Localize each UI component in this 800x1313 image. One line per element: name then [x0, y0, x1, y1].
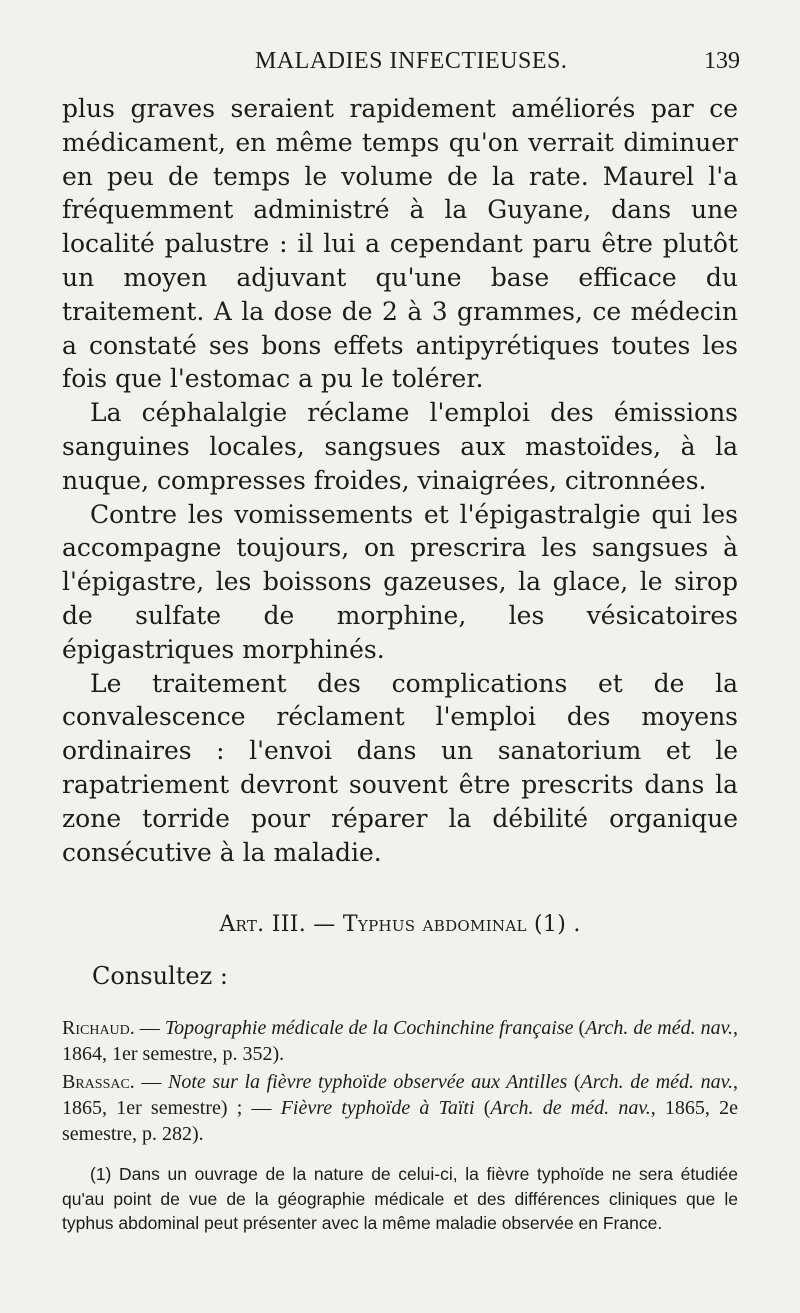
paragraph-2: La céphalalgie réclame l'emploi des émissions sanguines locales, sangsues aux mastoïdes, à la nuque, compresses froides, vinaigrées, citronnées. [62, 398, 738, 495]
section-title: Typhus abdominal [342, 912, 527, 937]
paragraph-4: Le traitement des complications et de la convalescence réclament l'emploi des moyens ordinaires : l'envoi dans un sanatorium et le rapatriement devront souvent être prescrits dans la zone torride pour réparer la débilité organique consécutive à la maladie. [62, 668, 738, 867]
body-text [62, 92, 738, 869]
reference-item [62, 1069, 738, 1147]
consultez-label: Consultez : [92, 962, 228, 990]
running-title: MALADIES INFECTIEUSES. [255, 48, 568, 74]
reference-source: Arch. de méd. nav. [580, 1071, 734, 1093]
reference-item [62, 1015, 738, 1067]
reference-sep: — [134, 1017, 165, 1039]
reference-text: , 1865, 1er semestre) ; — [62, 1071, 739, 1119]
reference-text: ( [474, 1097, 491, 1119]
section-heading [62, 912, 738, 937]
paragraph-1: plus graves seraient rapidement améliorés par ce médicament, en même temps qu'on verrait diminuer en peu de temps le volume de la rate. Maurel l'a fréquemment administré à la Guyane, dans une localité palustre : il lui a cependant paru être plutôt un moyen adjuvant qu'une base efficace du traitement. A la dose de 2 à 3 grammes, ce médecin a constaté ses bons effets antipyrétiques toutes les fois que l'estomac a pu le tolérer. [62, 94, 738, 394]
reference-title: Topographie médicale de la Cochinchine française [164, 1017, 574, 1039]
reference-title: Fièvre typhoïde à Taïti [280, 1097, 475, 1119]
paragraph-3: Contre les vomissements et l'épigastralgie qui les accompagne toujours, on prescrira les sangsues à l'épigastre, les boissons gazeuses, la glace, le sirop de sulfate de morphine, les vésicatoires épigastriques morphinés. [62, 499, 738, 664]
running-head [60, 48, 740, 82]
reference-text: , 1865, 2e semestre, p. 282). [62, 1097, 738, 1145]
reference-text: ( [567, 1071, 581, 1093]
section-dash: — [306, 912, 343, 937]
reference-source: Arch. de méd. nav. [490, 1097, 651, 1119]
section-art: Art. III. [219, 912, 306, 937]
reference-title: Note sur la fièvre typhoïde observée aux Antilles [167, 1071, 568, 1093]
reference-author: Richaud. [62, 1017, 135, 1039]
reference-text: , 1864, 1er semestre, p. 352). [62, 1017, 738, 1065]
section-note-ref: (1) . [526, 912, 581, 937]
references [62, 1015, 738, 1149]
reference-author: Brassac. [62, 1071, 135, 1093]
reference-source: Arch. de méd. nav. [585, 1017, 733, 1039]
reference-sep: — [134, 1071, 168, 1093]
page-number: 139 [704, 48, 740, 74]
reference-text: ( [573, 1017, 586, 1039]
footnote: (1) Dans un ouvrage de la nature de celui-ci, la fièvre typhoïde ne sera étudiée qu'au point de vue de la géographie médicale et des différences cliniques que le typhus abdominal peut présenter avec la même maladie observée en France. [62, 1164, 738, 1233]
